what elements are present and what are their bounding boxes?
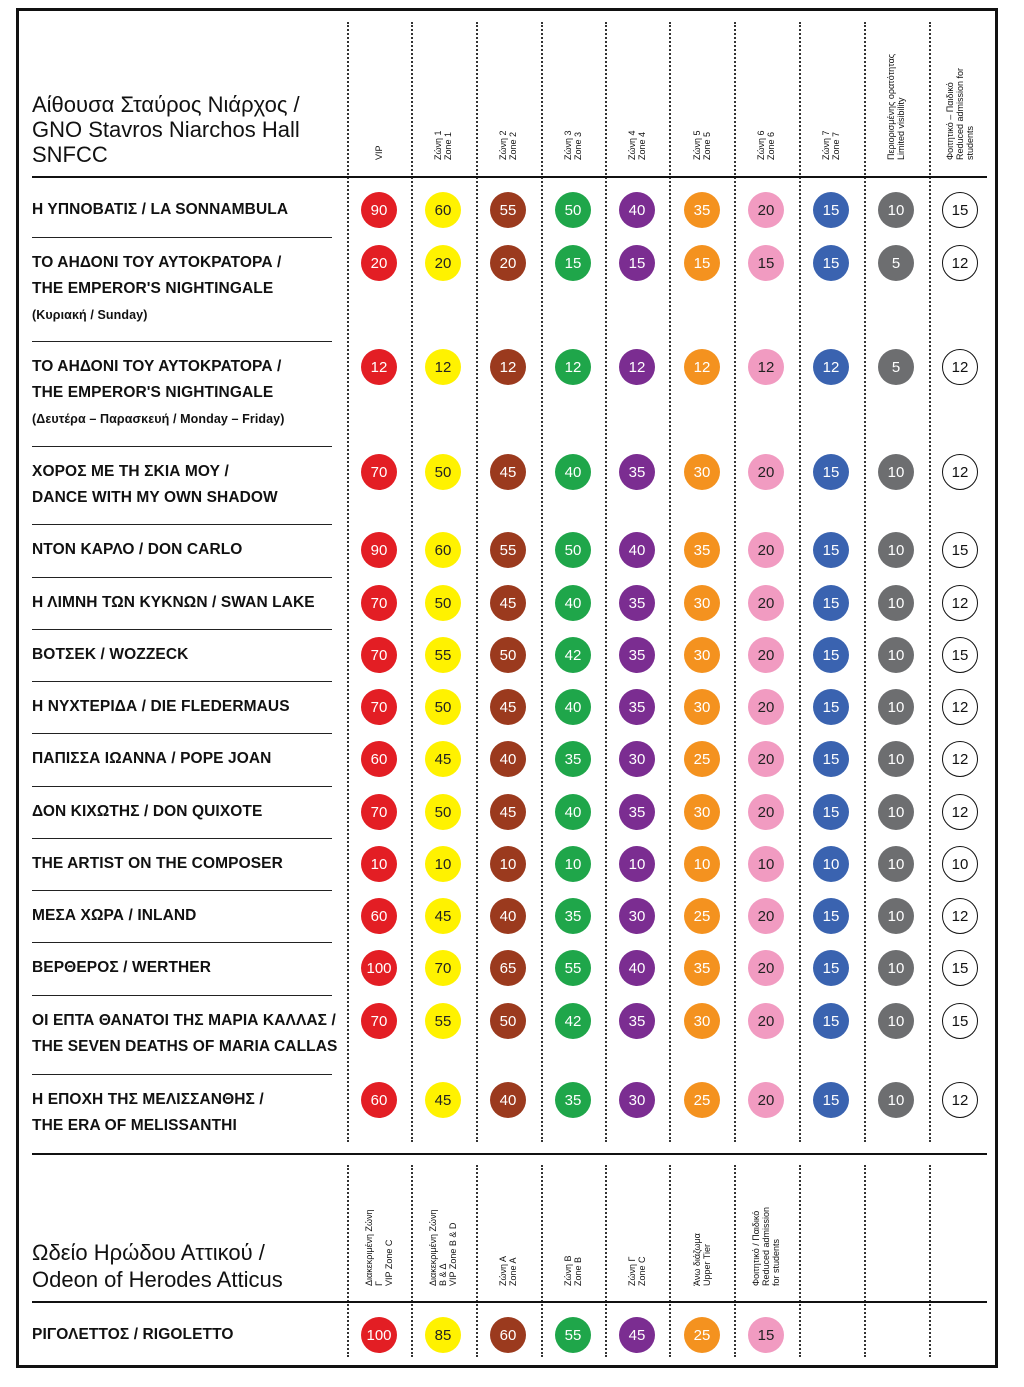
price-circle-zone3: 40 [555, 689, 591, 725]
price-circle-vip: 12 [361, 349, 397, 385]
price-circle-zone6: 12 [748, 349, 784, 385]
performance-title [32, 746, 347, 772]
price-circle-reduced: 15 [942, 637, 978, 673]
price-circle-zone5: 30 [684, 794, 720, 830]
performance-title [32, 459, 347, 511]
column-header-line: students [965, 125, 975, 160]
price-circle-limited: 10 [878, 898, 914, 934]
column-header-line: Zone 7 [831, 131, 841, 160]
row-divider [32, 446, 332, 447]
column-header-line: Zone C [637, 1256, 647, 1286]
column-header-line: Άνω διάζωμα [692, 1233, 702, 1286]
price-circle-zone4: 35 [619, 689, 655, 725]
performance-title-line: ΜΕΣΑ ΧΩΡΑ / INLAND [32, 907, 197, 924]
price-circle-limited: 10 [878, 950, 914, 986]
price-circle-zone2: 45 [490, 794, 526, 830]
price-circle-vip: 20 [361, 245, 397, 281]
row-divider [32, 786, 332, 787]
column-header [563, 130, 583, 160]
price-circle-zone6: 20 [748, 1003, 784, 1039]
column-divider-top [864, 22, 866, 1142]
row-divider [32, 838, 332, 839]
column-divider-top [541, 22, 543, 1142]
price-circle-zone3: 50 [555, 532, 591, 568]
price-circle-zone2: 45 [490, 689, 526, 725]
price-circle-zone7: 15 [813, 585, 849, 621]
performance-title-line: THE ERA OF MELISSANTHI [32, 1117, 237, 1134]
performance-title [32, 354, 347, 432]
price-circle-limited: 10 [878, 689, 914, 725]
row-divider [32, 942, 332, 943]
performance-title-line: ΧΟΡΟΣ ΜΕ ΤΗ ΣΚΙΑ ΜΟΥ / [32, 463, 229, 480]
price-circle-zone1: 60 [425, 192, 461, 228]
hall-title-line: Αίθουσα Σταύρος Νιάρχος / [32, 92, 300, 117]
column-header-line: Ζώνη 4 [627, 130, 637, 160]
row-divider [32, 681, 332, 682]
column-divider-bottom [864, 1165, 866, 1357]
price-circle-zone7: 15 [813, 689, 849, 725]
price-circle-zone3: 40 [555, 794, 591, 830]
price-circle-zone3: 40 [555, 585, 591, 621]
price-circle-zone2: 45 [490, 585, 526, 621]
price-circle-zone7: 15 [813, 454, 849, 490]
price-circle-zone5: 25 [684, 898, 720, 934]
price-circle-zone3: 55 [555, 950, 591, 986]
performance-title-line: ΒΕΡΘΕΡΟΣ / WERTHER [32, 959, 212, 976]
column-header-line: Zone 1 [443, 131, 453, 160]
column-divider-top [347, 22, 349, 1142]
row-divider [32, 341, 332, 342]
price-circle-zone7: 15 [813, 192, 849, 228]
column-header-line: VIP Zone C [384, 1239, 394, 1286]
performance-title-line: ΠΑΠΙΣΣΑ ΙΩΑΝΝΑ / POPE JOAN [32, 750, 272, 767]
price-circle-zone4: 40 [619, 192, 655, 228]
price-circle-vip: 60 [361, 741, 397, 777]
price-circle-vip: 70 [361, 585, 397, 621]
price-circle-vip: 70 [361, 794, 397, 830]
price-circle-limited: 10 [878, 846, 914, 882]
price-circle-zone6: 20 [748, 689, 784, 725]
column-divider-top [411, 22, 413, 1142]
price-circle-zone6: 15 [748, 1317, 784, 1353]
column-header [751, 1207, 781, 1286]
price-circle-limited: 10 [878, 1003, 914, 1039]
price-circle-zone6: 20 [748, 585, 784, 621]
performance-title [32, 955, 347, 981]
column-divider-top [669, 22, 671, 1142]
column-header-line: Reduced admission for [955, 67, 965, 160]
price-circle-zone5: 35 [684, 192, 720, 228]
price-circle-zone4: 10 [619, 846, 655, 882]
column-header-line: Limited visibility [896, 97, 906, 160]
price-circle-vip: 100 [361, 950, 397, 986]
column-header-line: Zone 4 [637, 131, 647, 160]
performance-title [32, 642, 347, 668]
price-circle-zone2: 55 [490, 192, 526, 228]
row-divider [32, 995, 332, 996]
column-header-line: Γ [374, 1281, 384, 1286]
price-circle-zone5: 30 [684, 689, 720, 725]
column-header-line: Ζώνη 2 [498, 130, 508, 160]
performance-title-line: Η ΥΠΝΟΒΑΤΙΣ / LA SONNAMBULA [32, 201, 289, 218]
column-divider-bottom [669, 1165, 671, 1357]
price-circle-zone5: 25 [684, 1317, 720, 1353]
price-circle-zone1: 85 [425, 1317, 461, 1353]
row-divider [32, 629, 332, 630]
price-circle-zone1: 55 [425, 637, 461, 673]
performance-title-line: DANCE WITH MY OWN SHADOW [32, 489, 278, 506]
price-circle-zone7: 15 [813, 898, 849, 934]
column-header-line: Zone 2 [508, 131, 518, 160]
price-circle-reduced: 12 [942, 454, 978, 490]
performance-title-line: ΡΙΓΟΛΕΤΤΟΣ / RIGOLETTO [32, 1326, 234, 1343]
performance-title [32, 694, 347, 720]
price-circle-reduced: 12 [942, 794, 978, 830]
price-circle-reduced: 15 [942, 1003, 978, 1039]
price-circle-zone4: 30 [619, 741, 655, 777]
column-header-line: Ζώνη 5 [692, 130, 702, 160]
price-circle-reduced: 12 [942, 898, 978, 934]
price-circle-zone6: 20 [748, 192, 784, 228]
price-circle-zone2: 40 [490, 1082, 526, 1118]
price-circle-limited: 10 [878, 585, 914, 621]
price-circle-zone7: 15 [813, 950, 849, 986]
column-header-line: Φοιτητικό / Παιδικό [751, 1210, 761, 1286]
performance-subtitle: (Κυριακή / Sunday) [32, 308, 148, 322]
column-header [563, 1255, 583, 1286]
performance-title-line: ΤΟ ΑΗΔΟΝΙ ΤΟΥ ΑΥΤΟΚΡΑΤΟΡΑ / [32, 254, 282, 271]
price-circle-reduced: 12 [942, 741, 978, 777]
price-circle-reduced: 12 [942, 585, 978, 621]
performance-title-line: Η ΝΥΧΤΕΡΙΔΑ / DIE FLEDERMAUS [32, 698, 290, 715]
performance-title-line: ΝΤΟΝ ΚΑΡΛΟ / DON CARLO [32, 541, 243, 558]
price-circle-zone1: 50 [425, 585, 461, 621]
price-circle-zone3: 15 [555, 245, 591, 281]
column-header [498, 1256, 518, 1286]
column-header-line: Reduced admission [761, 1206, 771, 1286]
column-header [945, 68, 975, 160]
price-circle-zone2: 60 [490, 1317, 526, 1353]
price-circle-limited: 10 [878, 637, 914, 673]
hall-title-line: SNFCC [32, 142, 108, 167]
venue-title-line: Ωδείο Ηρώδου Αττικού / [32, 1240, 265, 1265]
price-circle-zone4: 35 [619, 454, 655, 490]
performance-title [32, 590, 347, 616]
price-circle-reduced: 12 [942, 689, 978, 725]
column-divider-bottom [476, 1165, 478, 1357]
column-header [627, 130, 647, 160]
price-circle-zone3: 35 [555, 898, 591, 934]
price-circle-zone5: 10 [684, 846, 720, 882]
price-circle-zone6: 20 [748, 950, 784, 986]
row-divider [32, 577, 332, 578]
price-circle-limited: 5 [878, 349, 914, 385]
column-header-line: VIP [374, 145, 384, 160]
performance-title [32, 537, 347, 563]
performance-title-line: Η ΕΠΟΧΗ ΤΗΣ ΜΕΛΙΣΣΑΝΘΗΣ / [32, 1091, 264, 1108]
price-circle-zone6: 20 [748, 794, 784, 830]
price-circle-zone7: 10 [813, 846, 849, 882]
performance-title-line: ΤΟ ΑΗΔΟΝΙ ΤΟΥ ΑΥΤΟΚΡΑΤΟΡΑ / [32, 358, 282, 375]
price-circle-zone5: 30 [684, 585, 720, 621]
price-circle-zone1: 50 [425, 794, 461, 830]
price-circle-zone4: 35 [619, 1003, 655, 1039]
column-header-line: Περιορισμένης ορατότητας [886, 53, 896, 160]
performance-title [32, 1087, 347, 1139]
price-circle-zone3: 40 [555, 454, 591, 490]
section-rule [32, 1153, 987, 1155]
price-circle-zone3: 42 [555, 637, 591, 673]
price-circle-zone1: 70 [425, 950, 461, 986]
column-header [374, 145, 384, 160]
price-circle-zone3: 55 [555, 1317, 591, 1353]
price-circle-zone7: 15 [813, 1003, 849, 1039]
row-divider [32, 524, 332, 525]
performance-title [32, 1008, 347, 1060]
price-circle-zone4: 30 [619, 1082, 655, 1118]
price-circle-zone2: 40 [490, 741, 526, 777]
column-header [364, 1209, 394, 1286]
column-header [821, 130, 841, 160]
price-circle-reduced: 15 [942, 532, 978, 568]
price-circle-zone5: 30 [684, 637, 720, 673]
column-divider-top [734, 22, 736, 1142]
price-circle-zone2: 45 [490, 454, 526, 490]
price-circle-zone6: 20 [748, 454, 784, 490]
price-circle-vip: 10 [361, 846, 397, 882]
price-circle-zone4: 40 [619, 532, 655, 568]
price-circle-zone1: 50 [425, 454, 461, 490]
column-header-line: Zone 5 [702, 131, 712, 160]
price-circle-zone5: 25 [684, 1082, 720, 1118]
price-circle-zone7: 15 [813, 532, 849, 568]
performance-title-line: THE EMPEROR'S NIGHTINGALE [32, 280, 274, 297]
price-circle-zone1: 45 [425, 898, 461, 934]
price-circle-vip: 100 [361, 1317, 397, 1353]
column-header-line: Β & Δ [438, 1263, 448, 1286]
price-circle-zone3: 35 [555, 741, 591, 777]
price-circle-zone1: 20 [425, 245, 461, 281]
price-circle-zone6: 10 [748, 846, 784, 882]
price-circle-vip: 70 [361, 637, 397, 673]
price-circle-zone7: 12 [813, 349, 849, 385]
column-header-line: Ζώνη 3 [563, 130, 573, 160]
price-circle-zone5: 15 [684, 245, 720, 281]
column-divider-bottom [605, 1165, 607, 1357]
performance-title [32, 903, 347, 929]
column-header-line: Διακεκριμένη Ζώνη [428, 1209, 438, 1286]
price-circle-zone3: 12 [555, 349, 591, 385]
column-header-line: Ζώνη Α [498, 1255, 508, 1286]
column-header-line: Zone B [573, 1256, 583, 1286]
price-circle-zone2: 12 [490, 349, 526, 385]
price-circle-limited: 10 [878, 532, 914, 568]
price-circle-zone5: 25 [684, 741, 720, 777]
column-header [692, 1233, 712, 1286]
price-circle-vip: 60 [361, 898, 397, 934]
header-rule [32, 176, 987, 178]
price-circle-limited: 10 [878, 192, 914, 228]
row-divider [32, 237, 332, 238]
price-circle-reduced: 10 [942, 846, 978, 882]
column-header-line: Zone 3 [573, 131, 583, 160]
price-circle-vip: 90 [361, 192, 397, 228]
column-header-line: Ζώνη 7 [821, 130, 831, 160]
price-circle-zone5: 35 [684, 950, 720, 986]
price-circle-vip: 90 [361, 532, 397, 568]
price-circle-zone1: 50 [425, 689, 461, 725]
price-circle-zone1: 10 [425, 846, 461, 882]
column-divider-top [929, 22, 931, 1142]
column-header-line: Upper Tier [702, 1243, 712, 1286]
price-circle-limited: 10 [878, 794, 914, 830]
price-circle-zone6: 20 [748, 1082, 784, 1118]
performance-title-line: THE EMPEROR'S NIGHTINGALE [32, 384, 274, 401]
price-circle-reduced: 12 [942, 1082, 978, 1118]
price-circle-zone2: 55 [490, 532, 526, 568]
price-circle-zone2: 40 [490, 898, 526, 934]
price-circle-limited: 10 [878, 1082, 914, 1118]
price-circle-zone5: 12 [684, 349, 720, 385]
price-circle-zone7: 15 [813, 794, 849, 830]
header-rule [32, 1301, 987, 1303]
price-circle-reduced: 12 [942, 349, 978, 385]
column-header [886, 54, 906, 160]
column-header-line: for students [771, 1238, 781, 1286]
price-circle-vip: 70 [361, 454, 397, 490]
price-circle-zone1: 55 [425, 1003, 461, 1039]
column-divider-bottom [411, 1165, 413, 1357]
price-circle-reduced: 12 [942, 245, 978, 281]
performance-title-line: THE SEVEN DEATHS OF MARIA CALLAS [32, 1038, 338, 1055]
price-circle-zone2: 65 [490, 950, 526, 986]
column-header [627, 1256, 647, 1286]
price-circle-zone1: 60 [425, 532, 461, 568]
performance-title [32, 799, 347, 825]
column-divider-top [799, 22, 801, 1142]
column-header-line: Zone A [508, 1257, 518, 1286]
price-circle-vip: 70 [361, 1003, 397, 1039]
price-circle-zone3: 35 [555, 1082, 591, 1118]
price-circle-zone4: 30 [619, 898, 655, 934]
price-circle-zone1: 12 [425, 349, 461, 385]
price-circle-zone3: 10 [555, 846, 591, 882]
price-circle-zone5: 30 [684, 454, 720, 490]
price-circle-zone7: 15 [813, 637, 849, 673]
performance-title [32, 250, 347, 328]
column-header [433, 130, 453, 160]
performance-title-line: ΒΟΤΣΕΚ / WOZZECK [32, 646, 189, 663]
price-circle-zone3: 42 [555, 1003, 591, 1039]
price-circle-zone4: 35 [619, 637, 655, 673]
price-circle-limited: 10 [878, 454, 914, 490]
performance-title-line: ΟΙ ΕΠΤΑ ΘΑΝΑΤΟΙ ΤΗΣ ΜΑΡΙΑ ΚΑΛΛΑΣ / [32, 1012, 336, 1029]
price-circle-zone4: 15 [619, 245, 655, 281]
price-circle-zone5: 30 [684, 1003, 720, 1039]
performance-title-line: THE ARTIST ON THE COMPOSER [32, 855, 283, 872]
column-header-line: Ζώνη Γ [627, 1256, 637, 1286]
price-circle-zone6: 20 [748, 741, 784, 777]
price-circle-zone6: 20 [748, 637, 784, 673]
price-circle-zone7: 15 [813, 1082, 849, 1118]
price-circle-zone6: 20 [748, 898, 784, 934]
price-circle-zone2: 20 [490, 245, 526, 281]
column-header-line: VIP Zone B & D [448, 1222, 458, 1286]
price-circle-reduced: 15 [942, 192, 978, 228]
column-header-line: Zone 6 [766, 131, 776, 160]
column-header-line: Ζώνη 6 [756, 130, 766, 160]
column-header [498, 130, 518, 160]
price-circle-zone7: 15 [813, 245, 849, 281]
price-circle-vip: 60 [361, 1082, 397, 1118]
price-circle-zone4: 35 [619, 585, 655, 621]
column-header [692, 130, 712, 160]
column-divider-bottom [347, 1165, 349, 1357]
column-divider-bottom [799, 1165, 801, 1357]
price-circle-zone4: 40 [619, 950, 655, 986]
hall-title-line: GNO Stavros Niarchos Hall [32, 117, 300, 142]
price-circle-zone5: 35 [684, 532, 720, 568]
performance-title [32, 197, 347, 223]
price-circle-limited: 10 [878, 741, 914, 777]
column-header [756, 130, 776, 160]
column-header-line: Διακεκριμένη Ζώνη [364, 1209, 374, 1286]
price-circle-zone1: 45 [425, 741, 461, 777]
column-header [428, 1209, 458, 1286]
row-divider [32, 733, 332, 734]
performance-title-line: ΔΟΝ ΚΙΧΩΤΗΣ / DON QUIXOTE [32, 803, 263, 820]
column-header-line: Φοιτητικό – Παιδικό [945, 82, 955, 160]
price-circle-zone7: 15 [813, 741, 849, 777]
column-header-line: Ζώνη Β [563, 1255, 573, 1286]
row-divider [32, 890, 332, 891]
price-circle-zone3: 50 [555, 192, 591, 228]
price-circle-zone4: 35 [619, 794, 655, 830]
price-circle-zone6: 15 [748, 245, 784, 281]
performance-title [32, 1322, 347, 1348]
price-circle-limited: 5 [878, 245, 914, 281]
price-circle-zone2: 50 [490, 637, 526, 673]
performance-title-line: Η ΛΙΜΝΗ ΤΩΝ ΚΥΚΝΩΝ / SWAN LAKE [32, 594, 315, 611]
price-circle-vip: 70 [361, 689, 397, 725]
column-header-line: Ζώνη 1 [433, 130, 443, 160]
column-divider-bottom [734, 1165, 736, 1357]
price-circle-zone1: 45 [425, 1082, 461, 1118]
column-divider-bottom [541, 1165, 543, 1357]
performance-title [32, 851, 347, 877]
price-circle-zone2: 50 [490, 1003, 526, 1039]
row-divider [32, 1074, 332, 1075]
price-circle-reduced: 15 [942, 950, 978, 986]
column-divider-bottom [929, 1165, 931, 1357]
price-circle-zone4: 12 [619, 349, 655, 385]
price-circle-zone4: 45 [619, 1317, 655, 1353]
column-divider-top [605, 22, 607, 1142]
column-divider-top [476, 22, 478, 1142]
price-circle-zone6: 20 [748, 532, 784, 568]
price-circle-zone2: 10 [490, 846, 526, 882]
venue-title-line: Odeon of Herodes Atticus [32, 1267, 283, 1292]
performance-subtitle: (Δευτέρα – Παρασκευή / Monday – Friday) [32, 412, 285, 426]
